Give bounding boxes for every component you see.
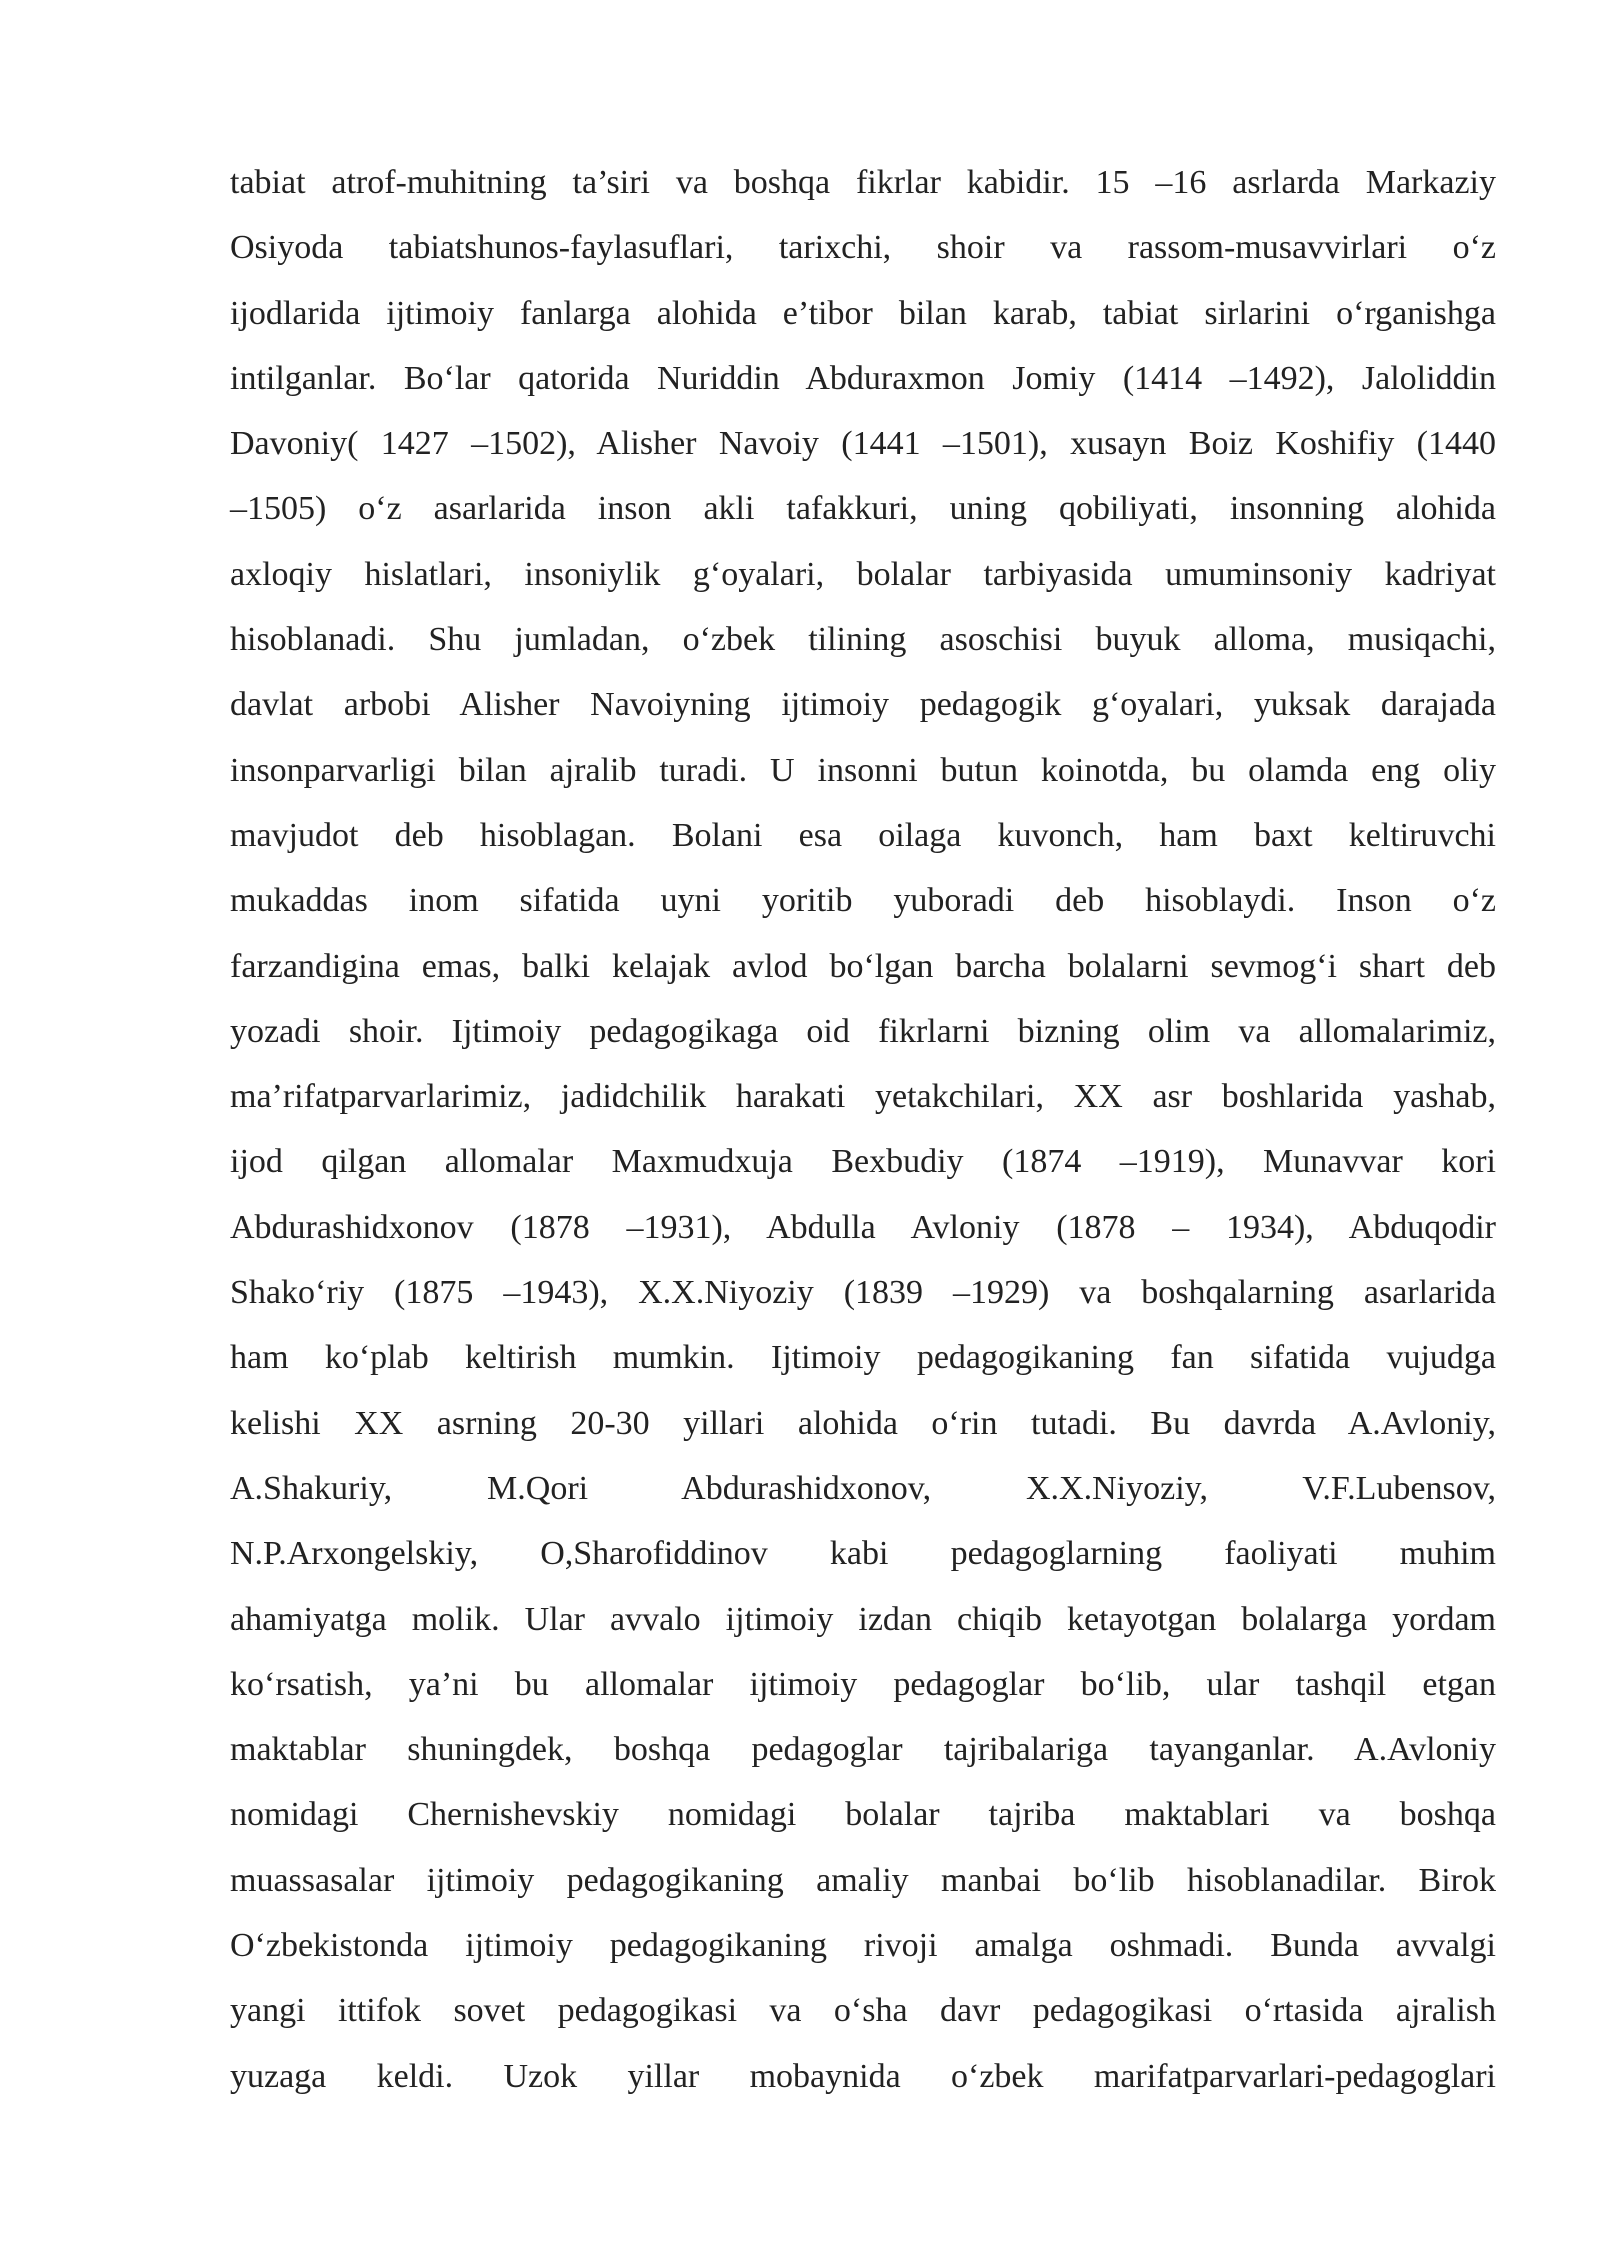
text-line: ko‘rsatish, ya’ni bu allomalar ijtimoiy pedagoglar bo‘lib, ular tashqil etgan bbox=[230, 1665, 1496, 1703]
text-line: tabiat atrof-muhitning ta’siri va boshqa fikrlar kabidir. 15 –16 asrlarda Markaziy bbox=[230, 164, 1496, 201]
text-line: Shako‘riy (1875 –1943), X.X.Niyoziy (1839 –1929) va boshqalarning asarlarida bbox=[230, 1274, 1496, 1312]
text-line: ijodlarida ijtimoiy fanlarga alohida e’tibor bilan karab, tabiat sirlarini o‘rganishga bbox=[230, 294, 1496, 332]
text-line: farzandigina emas, balki kelajak avlod bo‘lgan barcha bolalarni sevmog‘i shart deb bbox=[230, 947, 1496, 985]
text-line: hisoblanadi. Shu jumladan, o‘zbek tilining asoschisi buyuk alloma, musiqachi, bbox=[230, 621, 1496, 659]
text-line: Davoniy( 1427 –1502), Alisher Navoiy (1441 –1501), xusayn Boiz Koshifiy (1440 bbox=[230, 425, 1496, 463]
text-line: ham ko‘plab keltirish mumkin. Ijtimoiy pedagogikaning fan sifatida vujudga bbox=[230, 1339, 1496, 1377]
text-line: ma’rifatparvarlarimiz, jadidchilik harakati yetakchilari, XX asr boshlarida yashab, bbox=[230, 1078, 1496, 1116]
text-line: –1505) o‘z asarlarida inson akli tafakkuri, uning qobiliyati, insonning alohida bbox=[230, 490, 1496, 528]
text-line: yozadi shoir. Ijtimoiy pedagogikaga oid fikrlarni bizning olim va allomalarimiz, bbox=[230, 1012, 1496, 1050]
text-line: A.Shakuriy, M.Qori Abdurashidxonov, X.X.Niyoziy, V.F.Lubensov, bbox=[230, 1469, 1496, 1507]
text-line: insonparvarligi bilan ajralib turadi. U insonni butun koinotda, bu olamda eng oliy bbox=[230, 751, 1496, 789]
text-line: intilganlar. Bo‘lar qatorida Nuriddin Abduraxmon Jomiy (1414 –1492), Jaloliddin bbox=[230, 359, 1496, 397]
text-line: muassasalar ijtimoiy pedagogikaning amaliy manbai bo‘lib hisoblanadilar. Birok bbox=[230, 1861, 1496, 1899]
text-line: davlat arbobi Alisher Navoiyning ijtimoiy pedagogik g‘oyalari, yuksak darajada bbox=[230, 686, 1496, 724]
text-line: mukaddas inom sifatida uyni yoritib yuboradi deb hisoblaydi. Inson o‘z bbox=[230, 882, 1496, 920]
text-line: Abdurashidxonov (1878 –1931), Abdulla Avloniy (1878 – 1934), Abduqodir bbox=[230, 1208, 1496, 1246]
body-text bbox=[230, 150, 1496, 2109]
text-line: axloqiy hislatlari, insoniylik g‘oyalari, bolalar tarbiyasida umuminsoniy kadriyat bbox=[230, 555, 1496, 593]
text-line: kelishi XX asrning 20-30 yillari alohida o‘rin tutadi. Bu davrda A.Avloniy, bbox=[230, 1404, 1496, 1442]
text-line: Osiyoda tabiatshunos-faylasuflari, tarixchi, shoir va rassom-musavvirlari o‘z bbox=[230, 229, 1496, 267]
text-line: N.P.Arxongelskiy, O,Sharofiddinov kabi pedagoglarning faoliyati muhim bbox=[230, 1535, 1496, 1573]
text-line: yangi ittifok sovet pedagogikasi va o‘sha davr pedagogikasi o‘rtasida ajralish bbox=[230, 1992, 1496, 2030]
text-line: mavjudot deb hisoblagan. Bolani esa oilaga kuvonch, ham baxt keltiruvchi bbox=[230, 816, 1496, 854]
text-line: O‘zbekistonda ijtimoiy pedagogikaning rivoji amalga oshmadi. Bunda avvalgi bbox=[230, 1927, 1496, 1965]
text-line: yuzaga keldi. Uzok yillar mobaynida o‘zbek marifatparvarlari-pedagoglari bbox=[230, 2057, 1496, 2095]
text-line: nomidagi Chernishevskiy nomidagi bolalar tajriba maktablari va boshqa bbox=[230, 1796, 1496, 1834]
text-line: ahamiyatga molik. Ular avvalo ijtimoiy izdan chiqib ketayotgan bolalarga yordam bbox=[230, 1600, 1496, 1638]
text-line: maktablar shuningdek, boshqa pedagoglar tajribalariga tayanganlar. A.Avloniy bbox=[230, 1731, 1496, 1769]
text-line: ijod qilgan allomalar Maxmudxuja Bexbudiy (1874 –1919), Munavvar kori bbox=[230, 1143, 1496, 1181]
